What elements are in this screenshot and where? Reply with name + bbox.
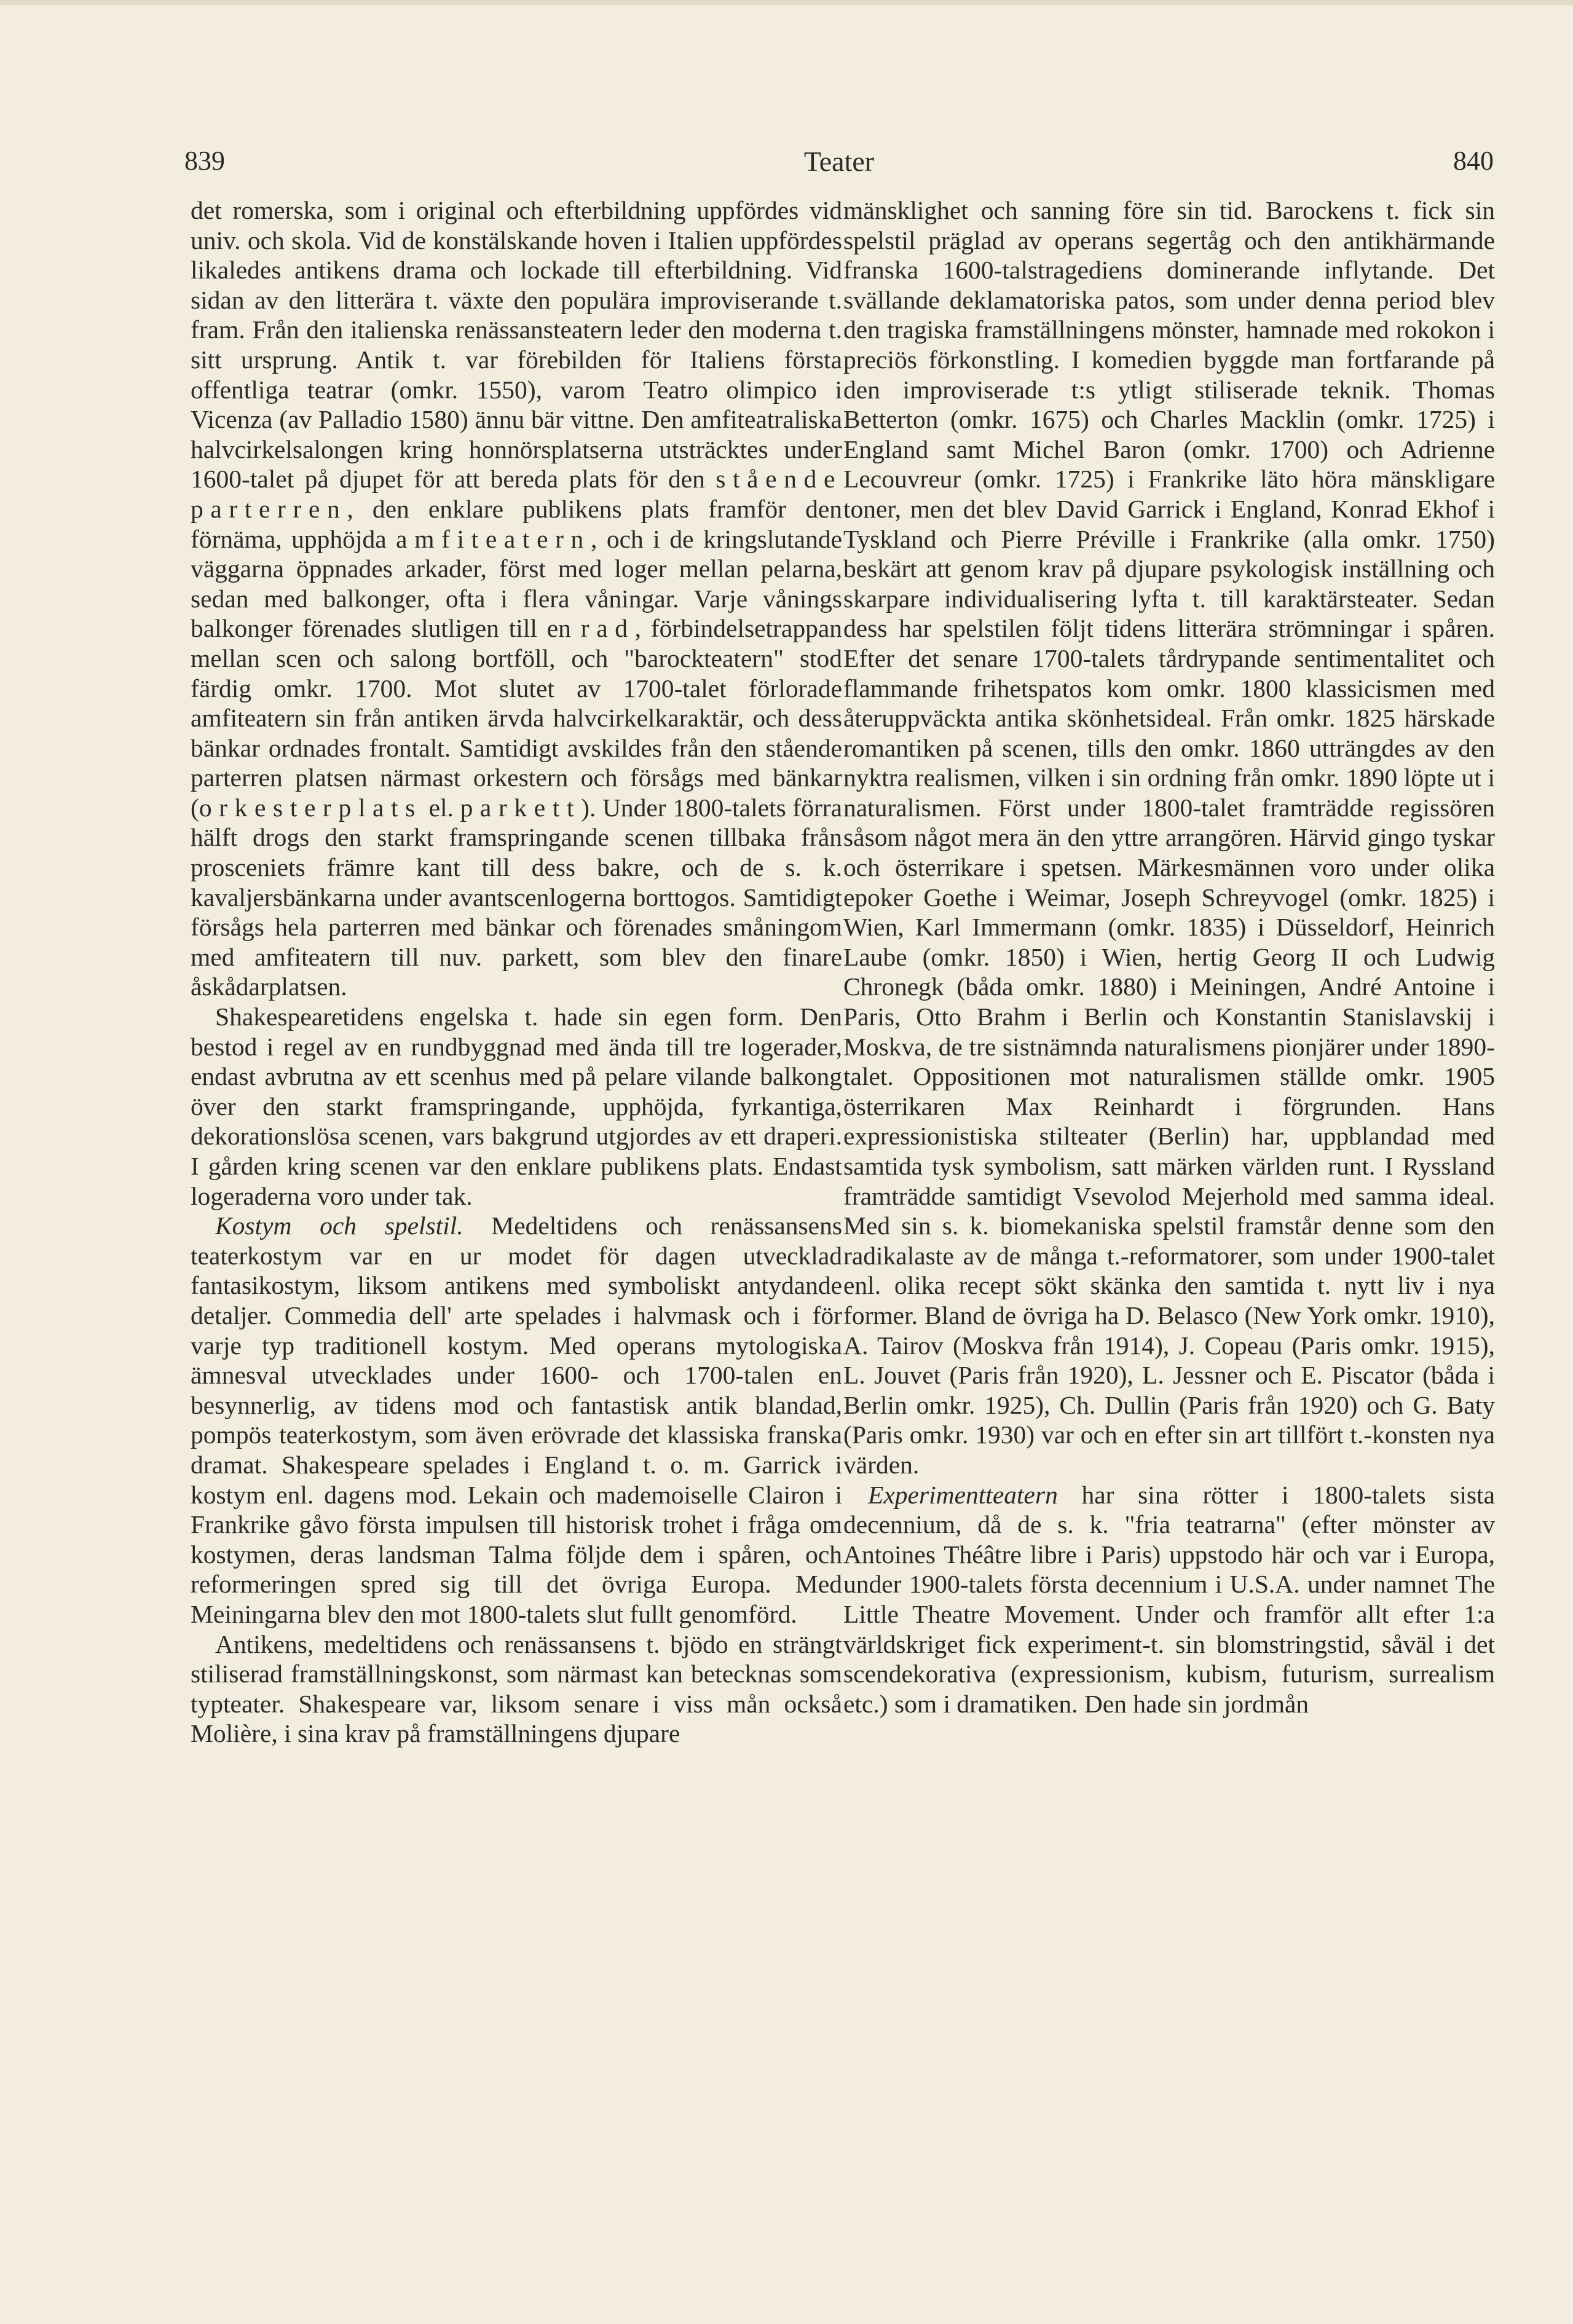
left-column (191, 195, 842, 1749)
running-header (184, 145, 1494, 182)
spaced-term: rad (580, 614, 635, 643)
paragraph-experimental-theatre: Experimentteatern har sina rötter i 1800-talets sista decennium, då de s. k. "fria teatrarna" (efter mönster av Antoines Théâtre libre i Paris) uppstodo här och var i Europa, under 1900-talets första decennium i U.S.A. under namnet The Little Theatre Movement. Under och framför allt efter 1:a världskriget fick experiment-t. sin blomstringstid, såväl i det scendekorativa (expressionism, kubism, futurism, surrealism etc.) som i dramatiken. Den hade sin jordmån (843, 1480, 1495, 1718)
section-heading-italic: Kostym och spelstil. (215, 1211, 463, 1240)
paragraph-acting-style: mänsklighet och sanning före sin tid. Barockens t. fick sin spelstil präglad av operans segertåg och den antikhärmande franska 1600-talstragediens dominerande inflytande. Det svällande deklamatoriska patos, som under denna period blev den tragiska framställningens mönster, hamnade med rokokon i preciös förkonstling. I komedien byggde man fortfarande på den improviserade t:s ytligt stiliserade teknik. Thomas Betterton (omkr. 1675) och Charles Macklin (omkr. 1725) i England samt Michel Baron (omkr. 1700) och Adrienne Lecouvreur (omkr. 1725) i Frankrike läto höra mänskligare toner, men det blev David Garrick i England, Konrad Ekhof i Tyskland och Pierre Préville i Frankrike (alla omkr. 1750) beskärt att genom krav på djupare psykologisk inställning och skarpare individualisering lyfta t. till karaktärsteater. Sedan dess har spelstilen följt tidens litterära strömningar i spåren. Efter det senare 1700-talets tårdrypande sentimentalitet och flammande frihetspatos kom omkr. 1800 klassicismen med återuppväckta antika skönhetsideal. Från omkr. 1825 härskade romantiken på scenen, tills den omkr. 1860 utträngdes av den nyktra realismen, vilken i sin ordning från omkr. 1890 löpte ut i naturalismen. Först under 1800-talet framträdde regissören såsom något mera än den yttre arrangören. Härvid gingo tyskar och österrikare i spetsen. Märkesmännen voro under olika epoker Goethe i Weimar, Joseph Schreyvogel (omkr. 1825) i Wien, Karl Immermann (omkr. 1835) i Düsseldorf, Heinrich Laube (omkr. 1850) i Wien, hertig Georg II och Ludwig Chronegk (båda omkr. 1880) i Meiningen, André Antoine i Paris, Otto Brahm i Berlin och Konstantin Stanislavskij i Moskva, de tre sistnämnda naturalismens pionjärer under 1890-talet. Oppositionen mot naturalismen ställde omkr. 1905 österrikaren Max Reinhardt i förgrunden. Hans expressionistiska stilteater (Berlin) har, uppblandad med samtida tysk symbolism, satt märken världen runt. I Ryssland framträdde samtidigt Vsevolod Mejerhold med samma ideal. Med sin s. k. biomekaniska spelstil framstår denne som den radikalaste av de många t.-reformatorer, som under 1900-talet enl. olika recept sökt skänka den samtida t. nytt liv i nya former. Bland de övriga ha D. Belasco (New York omkr. 1910), A. Tairov (Moskva från 1914), J. Copeau (Paris omkr. 1915), L. Jouvet (Paris från 1920), L. Jessner och E. Piscator (båda i Berlin omkr. 1925), Ch. Dullin (Paris från 1920) och G. Baty (Paris omkr. 1930) var och en efter sin art tillfört t.-konsten nya värden. (843, 196, 1495, 1479)
page-number-right: 840 (1453, 146, 1494, 176)
section-heading-italic: Experimentteatern (868, 1480, 1058, 1509)
running-title: Teater (803, 146, 875, 177)
page-top-edge (0, 0, 1573, 5)
spaced-term: amfiteatern (396, 524, 591, 553)
spaced-term: orkesterplats (199, 793, 422, 822)
spaced-term: parkett (460, 793, 581, 822)
paragraph-theatre-architecture: det romerska, som i original och efterbildning uppfördes vid univ. och skola. Vid de konstälskande hoven i Italien uppfördes likaledes antikens drama och lockade till efterbildning. Vid sidan av den litterära t. växte den populära improviserande t. fram. Från den italienska renässansteatern leder den moderna t. sitt ursprung. Antik t. var förebilden för Italiens första offentliga teatrar (omkr. 1550), varom Teatro olimpico i Vicenza (av Palladio 1580) ännu bär vittne. Den amfiteatraliska halvcirkelsalongen kring honnörsplatserna utsträcktes under 1600-talet på djupet för att bereda plats för den stående parterren, den enklare publikens plats framför den förnäma, upphöjda amfiteatern, och i de kringslutande väggarna öppnades arkader, först med loger mellan pelarna, sedan med balkonger, ofta i flera våningar. Varje vånings balkonger förenades slutligen till en rad, förbindelsetrappan mellan scen och salong bortföll, och "barockteatern" stod färdig omkr. 1700. Mot slutet av 1700-talet förlorade amfiteatern sin från antiken ärvda halvcirkelkaraktär, och dess bänkar ordnades frontalt. Samtidigt avskildes från den stående parterren platsen närmast orkestern och försågs med bänkar (orkesterplats el. parkett). Under 1800-talets förra hälft drogs den starkt framspringande scenen tillbaka från prosceniets främre kant till dess bakre, och de s. k. kavaljersbänkarna under avantscenlogerna borttogos. Samtidigt försågs hela parterren med bänkar och förenades småningom med amfiteatern till nuv. parkett, som blev den finare åskådarplatsen. (191, 196, 842, 1001)
spaced-term: stående parterren (191, 465, 842, 523)
paragraph-stylized-art: Antikens, medeltidens och renässansens t. bjödo en strängt stiliserad framställningskonst, som närmast kan betecknas som typteater. Shakespeare var, liksom senare i viss mån också Molière, i sina krav på framställningens djupare (191, 1629, 842, 1748)
right-column (843, 195, 1495, 1719)
paragraph-shakespeare-theatre: Shakespearetidens engelska t. hade sin egen form. Den bestod i regel av en rundbyggnad med ända till tre logerader, endast avbrutna av ett scenhus med på pelare vilande balkong över den starkt framspringande, upphöjda, fyrkantiga, dekorationslösa scenen, vars bakgrund utgjordes av ett draperi. I gården kring scenen var den enklare publikens plats. Endast logeraderna voro under tak. (191, 1002, 842, 1210)
page-number-left: 839 (184, 146, 225, 176)
paragraph-costume-and-style: Kostym och spelstil. Medeltidens och renässansens teaterkostym var en ur modet för dagen utvecklad fantasikostym, liksom antikens med symboliskt antydande detaljer. Commedia dell' arte spelades i halvmask och i för varje typ traditionell kostym. Med operans mytologiska ämnesval utvecklades under 1600- och 1700-talen en besynnerlig, av tidens mod och fantastisk antik blandad, pompös teaterkostym, som även erövrade det klassiska franska dramat. Shakespeare spelades i England t. o. m. Garrick i kostym enl. dagens mod. Lekain och mademoiselle Clairon i Frankrike gåvo första impulsen till historisk trohet i fråga om kostymen, deras landsman Talma följde dem i spåren, och reformeringen spred sig till det övriga Europa. Med Meiningarna blev den mot 1800-talets slut fullt genomförd. (191, 1211, 843, 1628)
